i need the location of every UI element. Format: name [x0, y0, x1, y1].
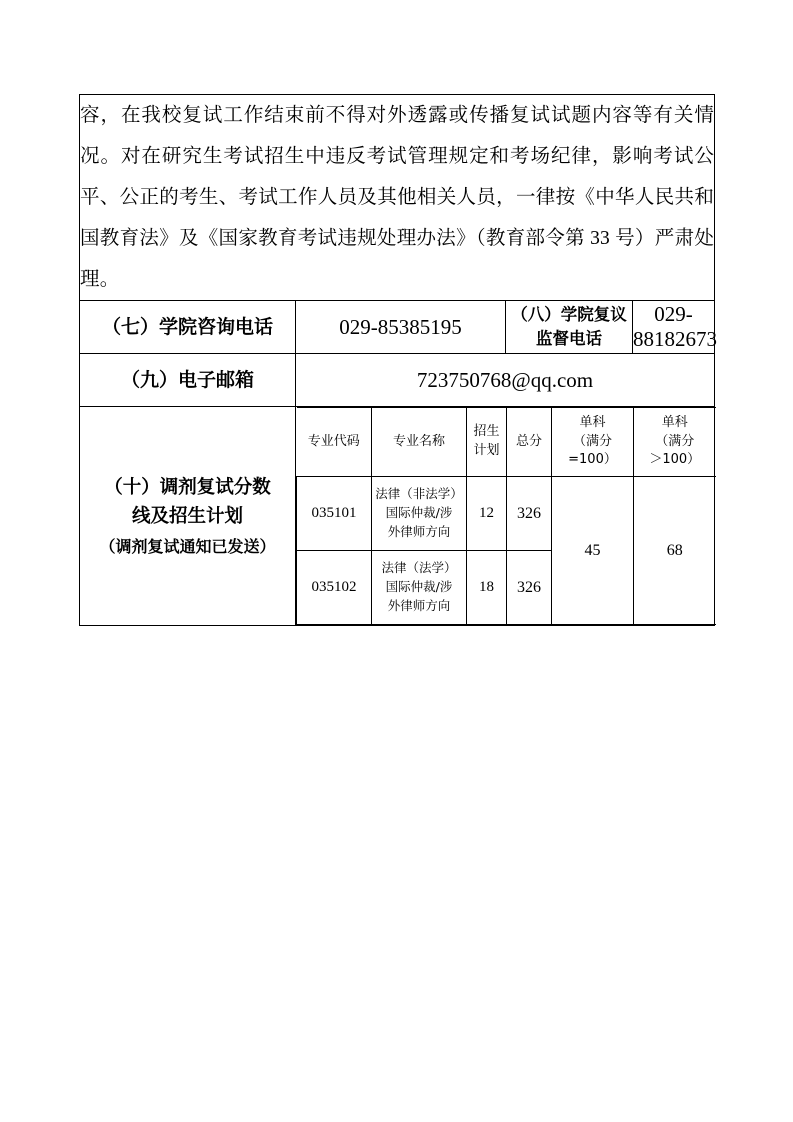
row1-major-name: 法律（非法学） 国际仲裁/涉 外律师方向 [372, 477, 467, 551]
scores-label-line2: 线及招生计划 [131, 506, 243, 528]
single-le100-value: 45 [552, 477, 634, 625]
email-row [80, 354, 715, 407]
paragraph-row [80, 95, 715, 301]
scores-label-line3: （调剂复试通知已发送） [99, 536, 276, 556]
row1-plan: 12 [467, 477, 507, 551]
email-value: 723750768@qq.com [296, 354, 715, 407]
scores-row [80, 407, 715, 626]
scores-data-row-1 [297, 477, 716, 551]
appeal-phone-label: （八）学院复议监督电话 [506, 301, 633, 354]
header-single-le100: 单科 （满分 =100） [552, 408, 634, 477]
email-label: （九）电子邮箱 [80, 354, 296, 407]
row2-total: 326 [507, 551, 552, 625]
scores-header-row [297, 408, 716, 477]
scores-label [80, 407, 296, 626]
header-plan: 招生 计划 [467, 408, 507, 477]
row1-total: 326 [507, 477, 552, 551]
header-major-code: 专业代码 [297, 408, 372, 477]
phone-row [80, 301, 715, 354]
regulation-paragraph: 容，在我校复试工作结束前不得对外透露或传播复试试题内容等有关情况。对在研究生考试招生中违反考试管理规定和考场纪律，影响考试公平、公正的考生、考试工作人员及其他相关人员，一律按《中华人民共和国教育法》及《国家教育考试违规处理办法》（教育部令第 33 号）严肃处理。 [80, 105, 715, 290]
consult-phone-value: 029-85385195 [296, 301, 506, 354]
main-document-table [79, 94, 715, 626]
row2-plan: 18 [467, 551, 507, 625]
scores-table-cell [296, 407, 715, 626]
appeal-phone-value: 029-88182673 [633, 301, 715, 354]
header-major-name: 专业名称 [372, 408, 467, 477]
row2-major-code: 035102 [297, 551, 372, 625]
row2-major-name: 法律（法学） 国际仲裁/涉 外律师方向 [372, 551, 467, 625]
single-gt100-value: 68 [634, 477, 716, 625]
header-single-gt100: 单科 （满分 ＞100） [634, 408, 716, 477]
header-total: 总分 [507, 408, 552, 477]
row1-major-code: 035101 [297, 477, 372, 551]
consult-phone-label: （七）学院咨询电话 [80, 301, 296, 354]
paragraph-cell [80, 95, 715, 301]
scores-label-line1: （十）调剂复试分数 [104, 476, 271, 498]
scores-table [296, 407, 716, 625]
